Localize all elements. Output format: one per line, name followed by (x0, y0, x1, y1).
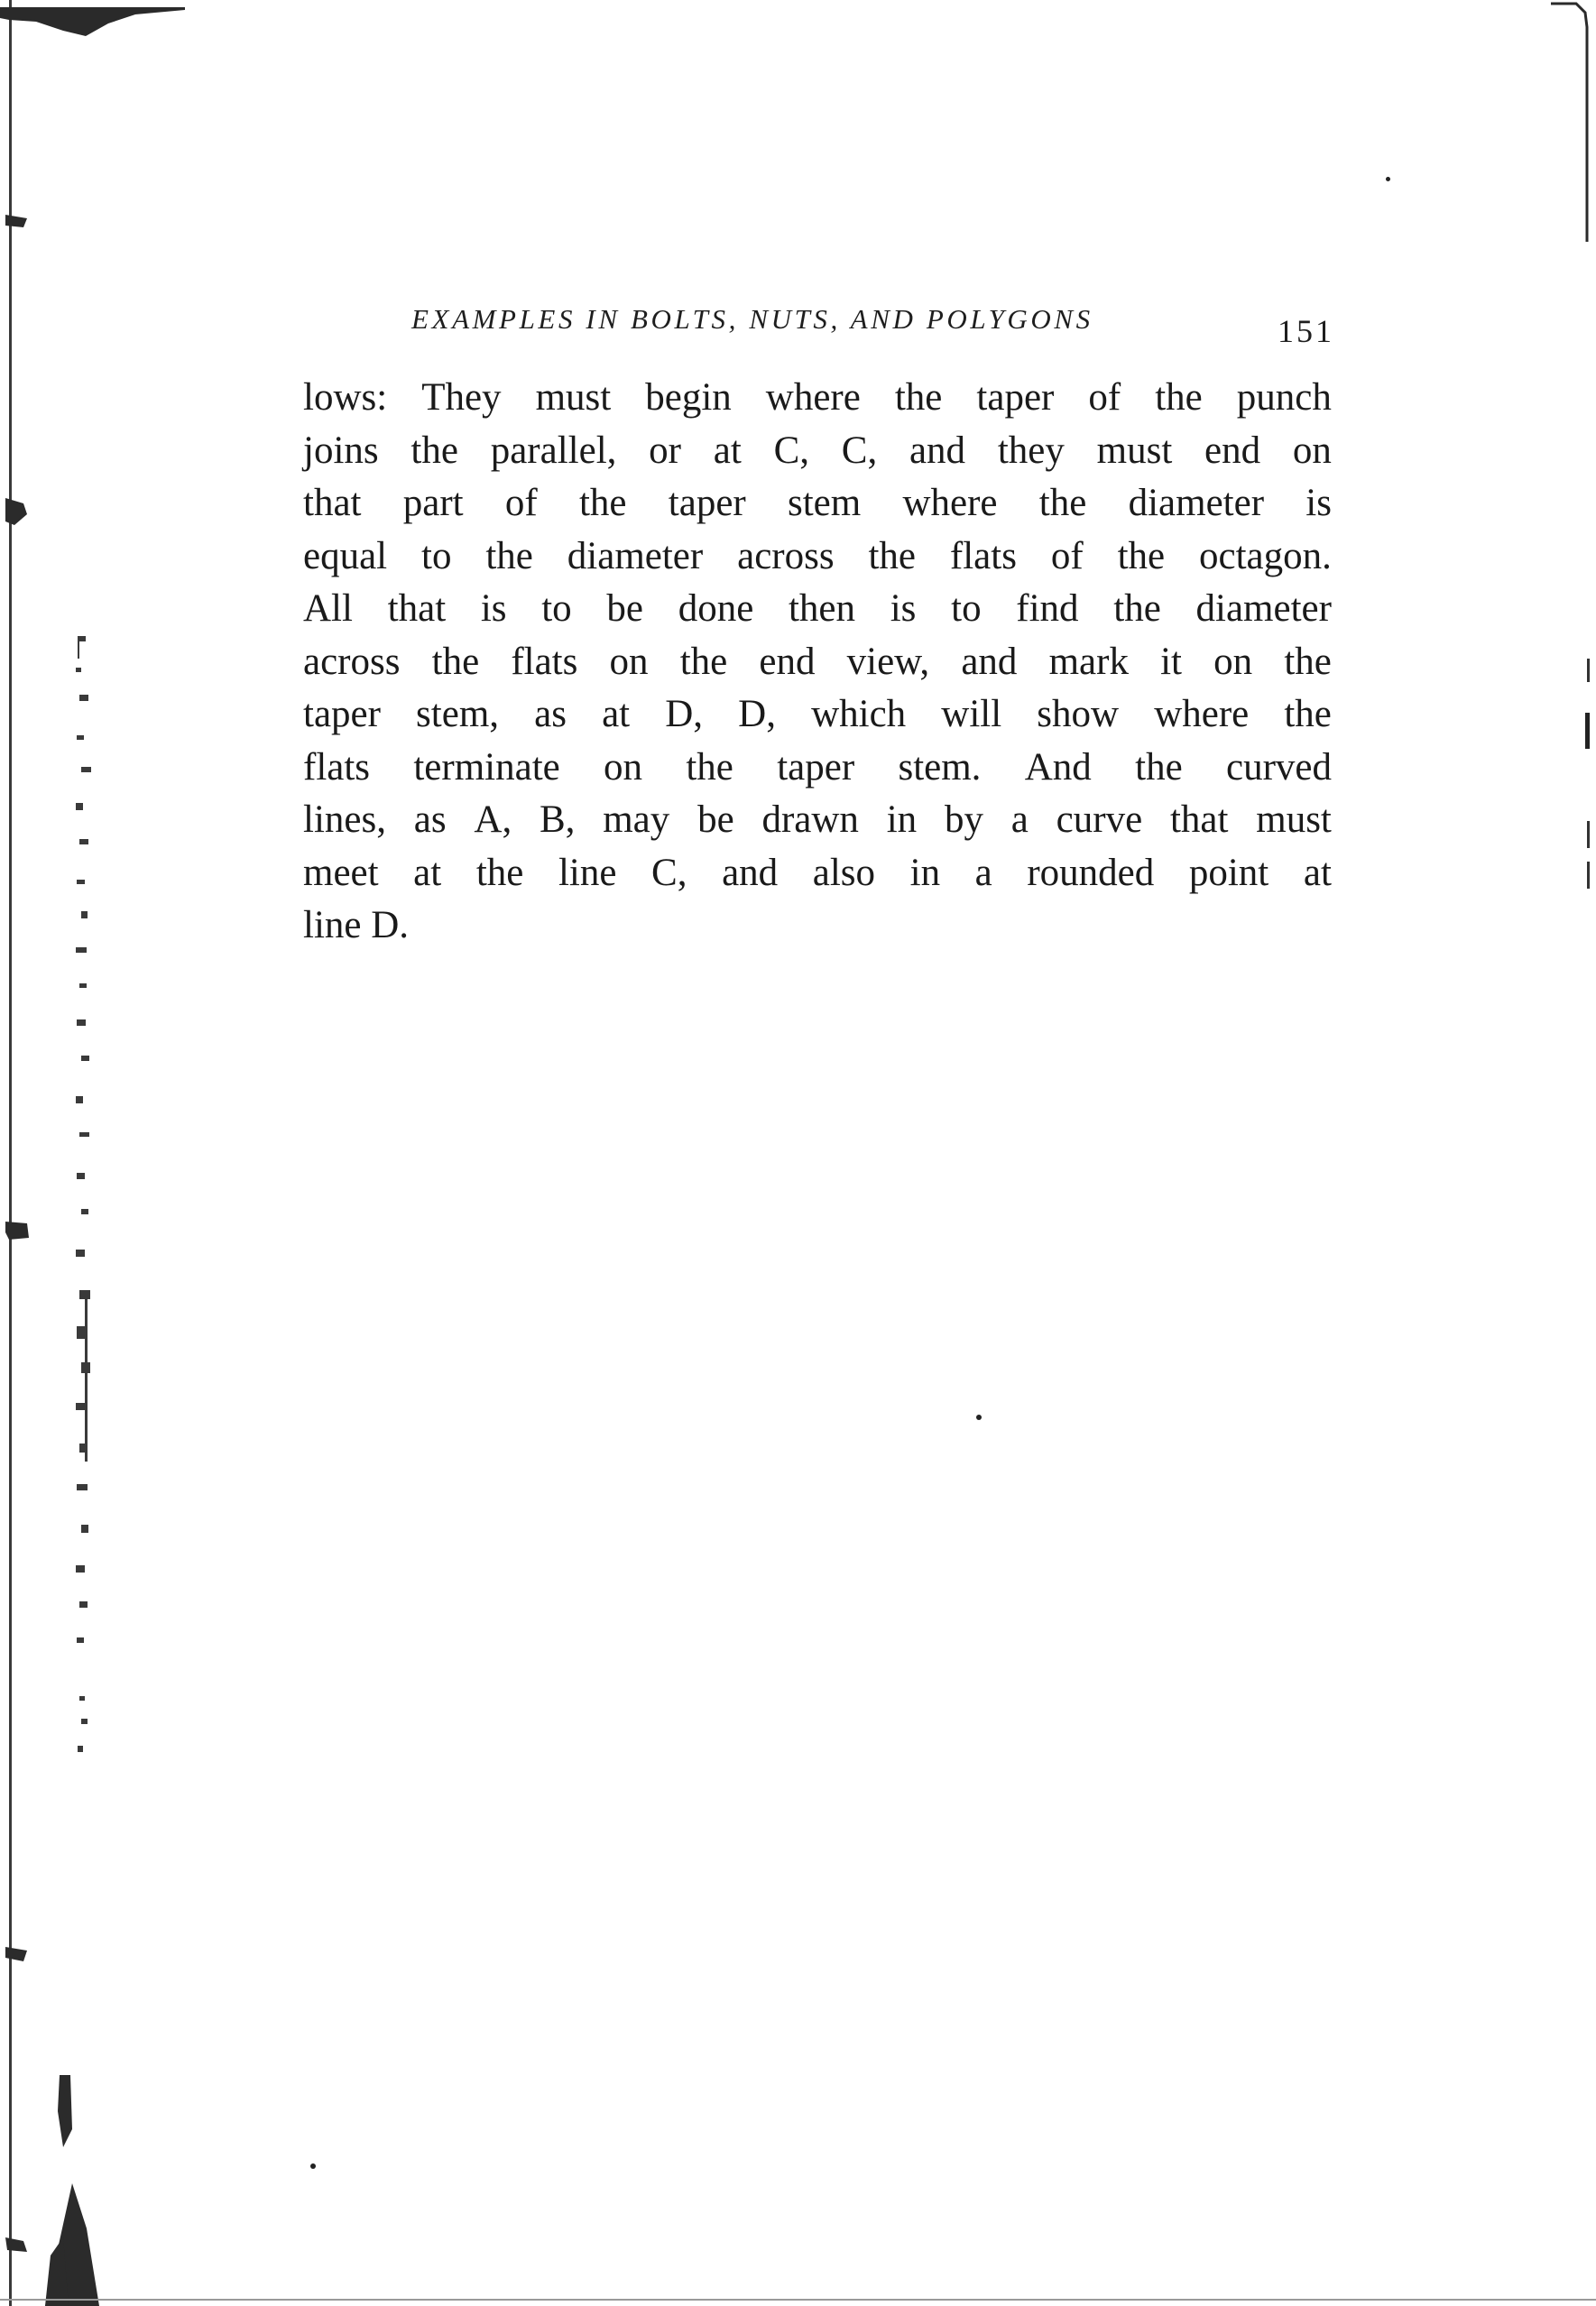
word: punch (1236, 376, 1332, 419)
word: as (413, 798, 447, 841)
word: D, (665, 693, 704, 735)
word: the (868, 534, 917, 577)
word: the (431, 640, 480, 683)
word: diameter (567, 534, 704, 577)
word: in (886, 798, 918, 841)
word: flats (949, 534, 1017, 577)
word: at (602, 693, 631, 735)
word: curve (1056, 798, 1143, 841)
word: C, (841, 429, 878, 472)
word: lines, (303, 798, 386, 841)
word: mark (1048, 640, 1129, 683)
word: the (894, 376, 943, 419)
text-line (303, 688, 1332, 742)
word: part (402, 482, 464, 524)
word: view, (846, 640, 930, 683)
word: a (1010, 798, 1029, 841)
word: the (679, 640, 728, 683)
word: They (421, 376, 502, 419)
word: must (1256, 798, 1332, 841)
word: taper (303, 693, 381, 735)
word: and (909, 429, 966, 472)
word: where (902, 482, 998, 524)
word: that (387, 587, 447, 630)
word: which (811, 693, 907, 735)
word: by (944, 798, 983, 841)
scan-dot (976, 1415, 982, 1420)
word: curved (1225, 745, 1332, 789)
word: show (1037, 693, 1120, 735)
word: also (812, 851, 876, 894)
running-head-title: EXAMPLES IN BOLTS, NUTS, AND POLYGONS (411, 303, 1093, 335)
word: the (475, 851, 524, 894)
word: is (890, 587, 917, 630)
word: flats (303, 745, 371, 789)
word: drawn (761, 798, 859, 841)
word: find (1016, 587, 1079, 630)
word: meet (303, 851, 379, 894)
text-line (303, 425, 1332, 478)
word: on (1213, 640, 1253, 683)
word: the (1155, 376, 1203, 419)
word: the (1284, 640, 1332, 683)
word: be (606, 587, 643, 630)
word: to (541, 587, 572, 630)
word: equal (303, 534, 388, 577)
word: lows: (303, 376, 388, 419)
word: it (1160, 640, 1183, 683)
word: in (909, 851, 941, 894)
text-line (303, 847, 1332, 900)
scan-right-edge (1551, 0, 1594, 242)
word: the (686, 745, 733, 789)
word: that (303, 482, 362, 524)
body-text (303, 372, 1332, 953)
word: taper (777, 745, 855, 789)
word: on (604, 745, 643, 789)
word: must (535, 376, 612, 419)
word: a (974, 851, 992, 894)
word: on (609, 640, 649, 683)
word: be (697, 798, 734, 841)
word: the (1117, 534, 1166, 577)
word: the (485, 534, 533, 577)
word: B, (540, 798, 576, 841)
word: at (1303, 851, 1332, 894)
word: taper (976, 376, 1055, 419)
scan-margin-speckles (0, 0, 126, 2306)
word: then (788, 587, 856, 630)
word: taper (668, 482, 746, 524)
word: the (1113, 587, 1161, 630)
word: that (1169, 798, 1229, 841)
word: joins (303, 429, 379, 472)
word: of (1088, 376, 1121, 419)
word: may (603, 798, 670, 841)
text-line (303, 742, 1332, 795)
word: the (1038, 482, 1087, 524)
word: of (504, 482, 538, 524)
scan-dot (310, 2163, 316, 2169)
word: A, (474, 798, 512, 841)
word: to (421, 534, 452, 577)
word: rounded (1027, 851, 1155, 894)
text-line (303, 372, 1332, 425)
word: stem. (898, 745, 982, 789)
word: they (997, 429, 1065, 472)
word: stem (787, 482, 862, 524)
word: line (558, 851, 617, 894)
word: of (1050, 534, 1084, 577)
word: will (941, 693, 1002, 735)
word: begin (645, 376, 732, 419)
word: the (1135, 745, 1183, 789)
word: where (765, 376, 861, 419)
word: end (1204, 429, 1261, 472)
word: on (1292, 429, 1332, 472)
text-line: line D. (303, 904, 410, 946)
word: done (678, 587, 754, 630)
scan-dot (1386, 177, 1390, 181)
running-head (411, 303, 1332, 348)
word: diameter (1128, 482, 1265, 524)
scan-right-marks (1560, 632, 1596, 920)
word: at (713, 429, 742, 472)
word: and (722, 851, 779, 894)
scan-bottom-edge (0, 2299, 1596, 2301)
word: where (1154, 693, 1250, 735)
text-line (303, 636, 1332, 689)
word: diameter (1195, 587, 1332, 630)
word: as (534, 693, 567, 735)
word: octagon. (1199, 534, 1332, 577)
word: C, (773, 429, 809, 472)
page-number: 151 (1278, 313, 1334, 349)
text-line (303, 477, 1332, 530)
word: or (649, 429, 681, 472)
text-line (303, 794, 1332, 847)
word: parallel, (490, 429, 617, 472)
word: the (578, 482, 627, 524)
word: terminate (413, 745, 560, 789)
text-line (303, 583, 1332, 636)
word: across (303, 640, 401, 683)
word: and (961, 640, 1018, 683)
word: flats (511, 640, 578, 683)
word: All (303, 587, 353, 630)
word: point (1188, 851, 1269, 894)
word: to (951, 587, 982, 630)
word: across (737, 534, 835, 577)
word: C, (651, 851, 687, 894)
text-line (303, 530, 1332, 584)
word: And (1024, 745, 1092, 789)
word: D, (738, 693, 776, 735)
word: end (759, 640, 816, 683)
word: is (480, 587, 507, 630)
word: stem, (416, 693, 500, 735)
word: the (411, 429, 458, 472)
word: at (413, 851, 442, 894)
word: the (1284, 693, 1332, 735)
word: is (1305, 482, 1332, 524)
word: must (1096, 429, 1173, 472)
